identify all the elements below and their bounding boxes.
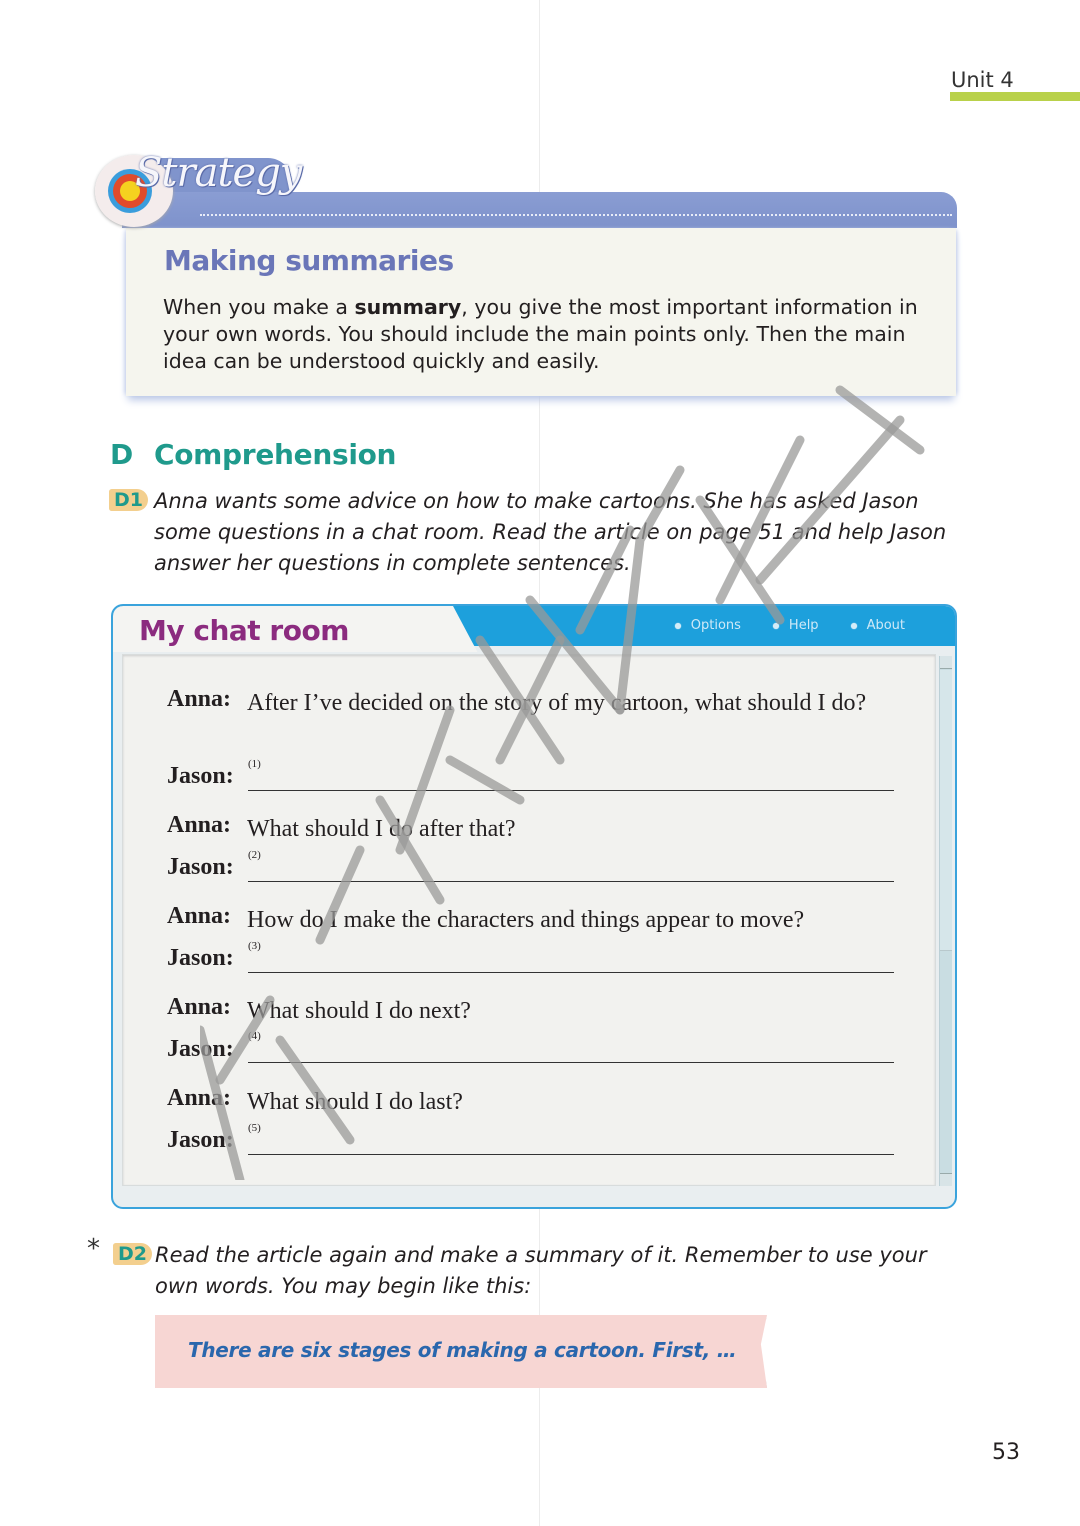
chat-question-1: Anna: After I’ve decided on the story of my cartoon, what should I do? xyxy=(167,686,867,716)
chat-question-5: Anna: What should I do last? xyxy=(167,1085,463,1115)
scroll-up-button[interactable] xyxy=(940,656,952,669)
answer-blank-5[interactable]: (5) xyxy=(248,1128,894,1155)
strategy-band xyxy=(122,192,957,228)
bullet-icon xyxy=(773,623,779,629)
chat-title: My chat room xyxy=(139,614,349,647)
optional-marker: * xyxy=(87,1234,100,1264)
chat-scrollbar[interactable] xyxy=(939,656,952,1186)
chat-answer-5: Jason: xyxy=(167,1127,234,1153)
strategy-text: When you make a summary, you give the most important information in your own words. You should include the main points only. Then the main idea can be understood quickly and easily. xyxy=(163,295,918,373)
example-text: There are six stages of making a cartoon. First, … xyxy=(188,1338,737,1362)
strategy-heading-script: Strategy xyxy=(135,150,302,196)
unit-label: Unit 4 xyxy=(951,68,1014,92)
chat-answer-2: Jason: xyxy=(167,854,234,880)
chat-answer-1: Jason: xyxy=(167,763,234,789)
section-letter: D xyxy=(110,438,134,471)
d2-badge: D2 xyxy=(113,1243,152,1265)
bullet-icon xyxy=(851,623,857,629)
chat-menu xyxy=(675,618,905,633)
strategy-title: Making summaries xyxy=(164,244,454,277)
keyword-summary: summary xyxy=(354,295,462,319)
answer-blank-4[interactable]: (4) xyxy=(248,1036,894,1063)
page-number: 53 xyxy=(992,1440,1020,1465)
chat-answer-4: Jason: xyxy=(167,1036,234,1062)
scroll-down-button[interactable] xyxy=(940,1173,952,1186)
section-title: Comprehension xyxy=(154,438,397,471)
chat-question-3: Anna: How do I make the characters and things appear to move? xyxy=(167,903,805,933)
unit-accent-bar xyxy=(950,92,1080,101)
scroll-thumb[interactable] xyxy=(940,670,952,951)
strategy-dotted-rule xyxy=(200,214,952,216)
menu-options[interactable]: Options xyxy=(675,618,741,633)
menu-help[interactable]: Help xyxy=(773,618,819,633)
d2-instruction: Read the article again and make a summary of it. Remember to use your own words. You may begin like this: xyxy=(155,1243,927,1298)
chat-question-2: Anna: What should I do after that? xyxy=(167,812,516,842)
d1-badge: D1 xyxy=(109,489,148,511)
chat-answer-3: Jason: xyxy=(167,945,234,971)
d1-instruction: Anna wants some advice on how to make cartoons. She has asked Jason some questions in a chat room. Read the article on page 51 and help Jason answer her questions in complete sentences. xyxy=(154,489,947,575)
answer-blank-3[interactable]: (3) xyxy=(248,946,894,973)
menu-about[interactable]: About xyxy=(851,618,905,633)
chat-question-4: Anna: What should I do next? xyxy=(167,994,471,1024)
bullet-icon xyxy=(675,623,681,629)
answer-blank-2[interactable]: (2) xyxy=(248,855,894,882)
answer-blank-1[interactable]: (1) xyxy=(248,764,894,791)
